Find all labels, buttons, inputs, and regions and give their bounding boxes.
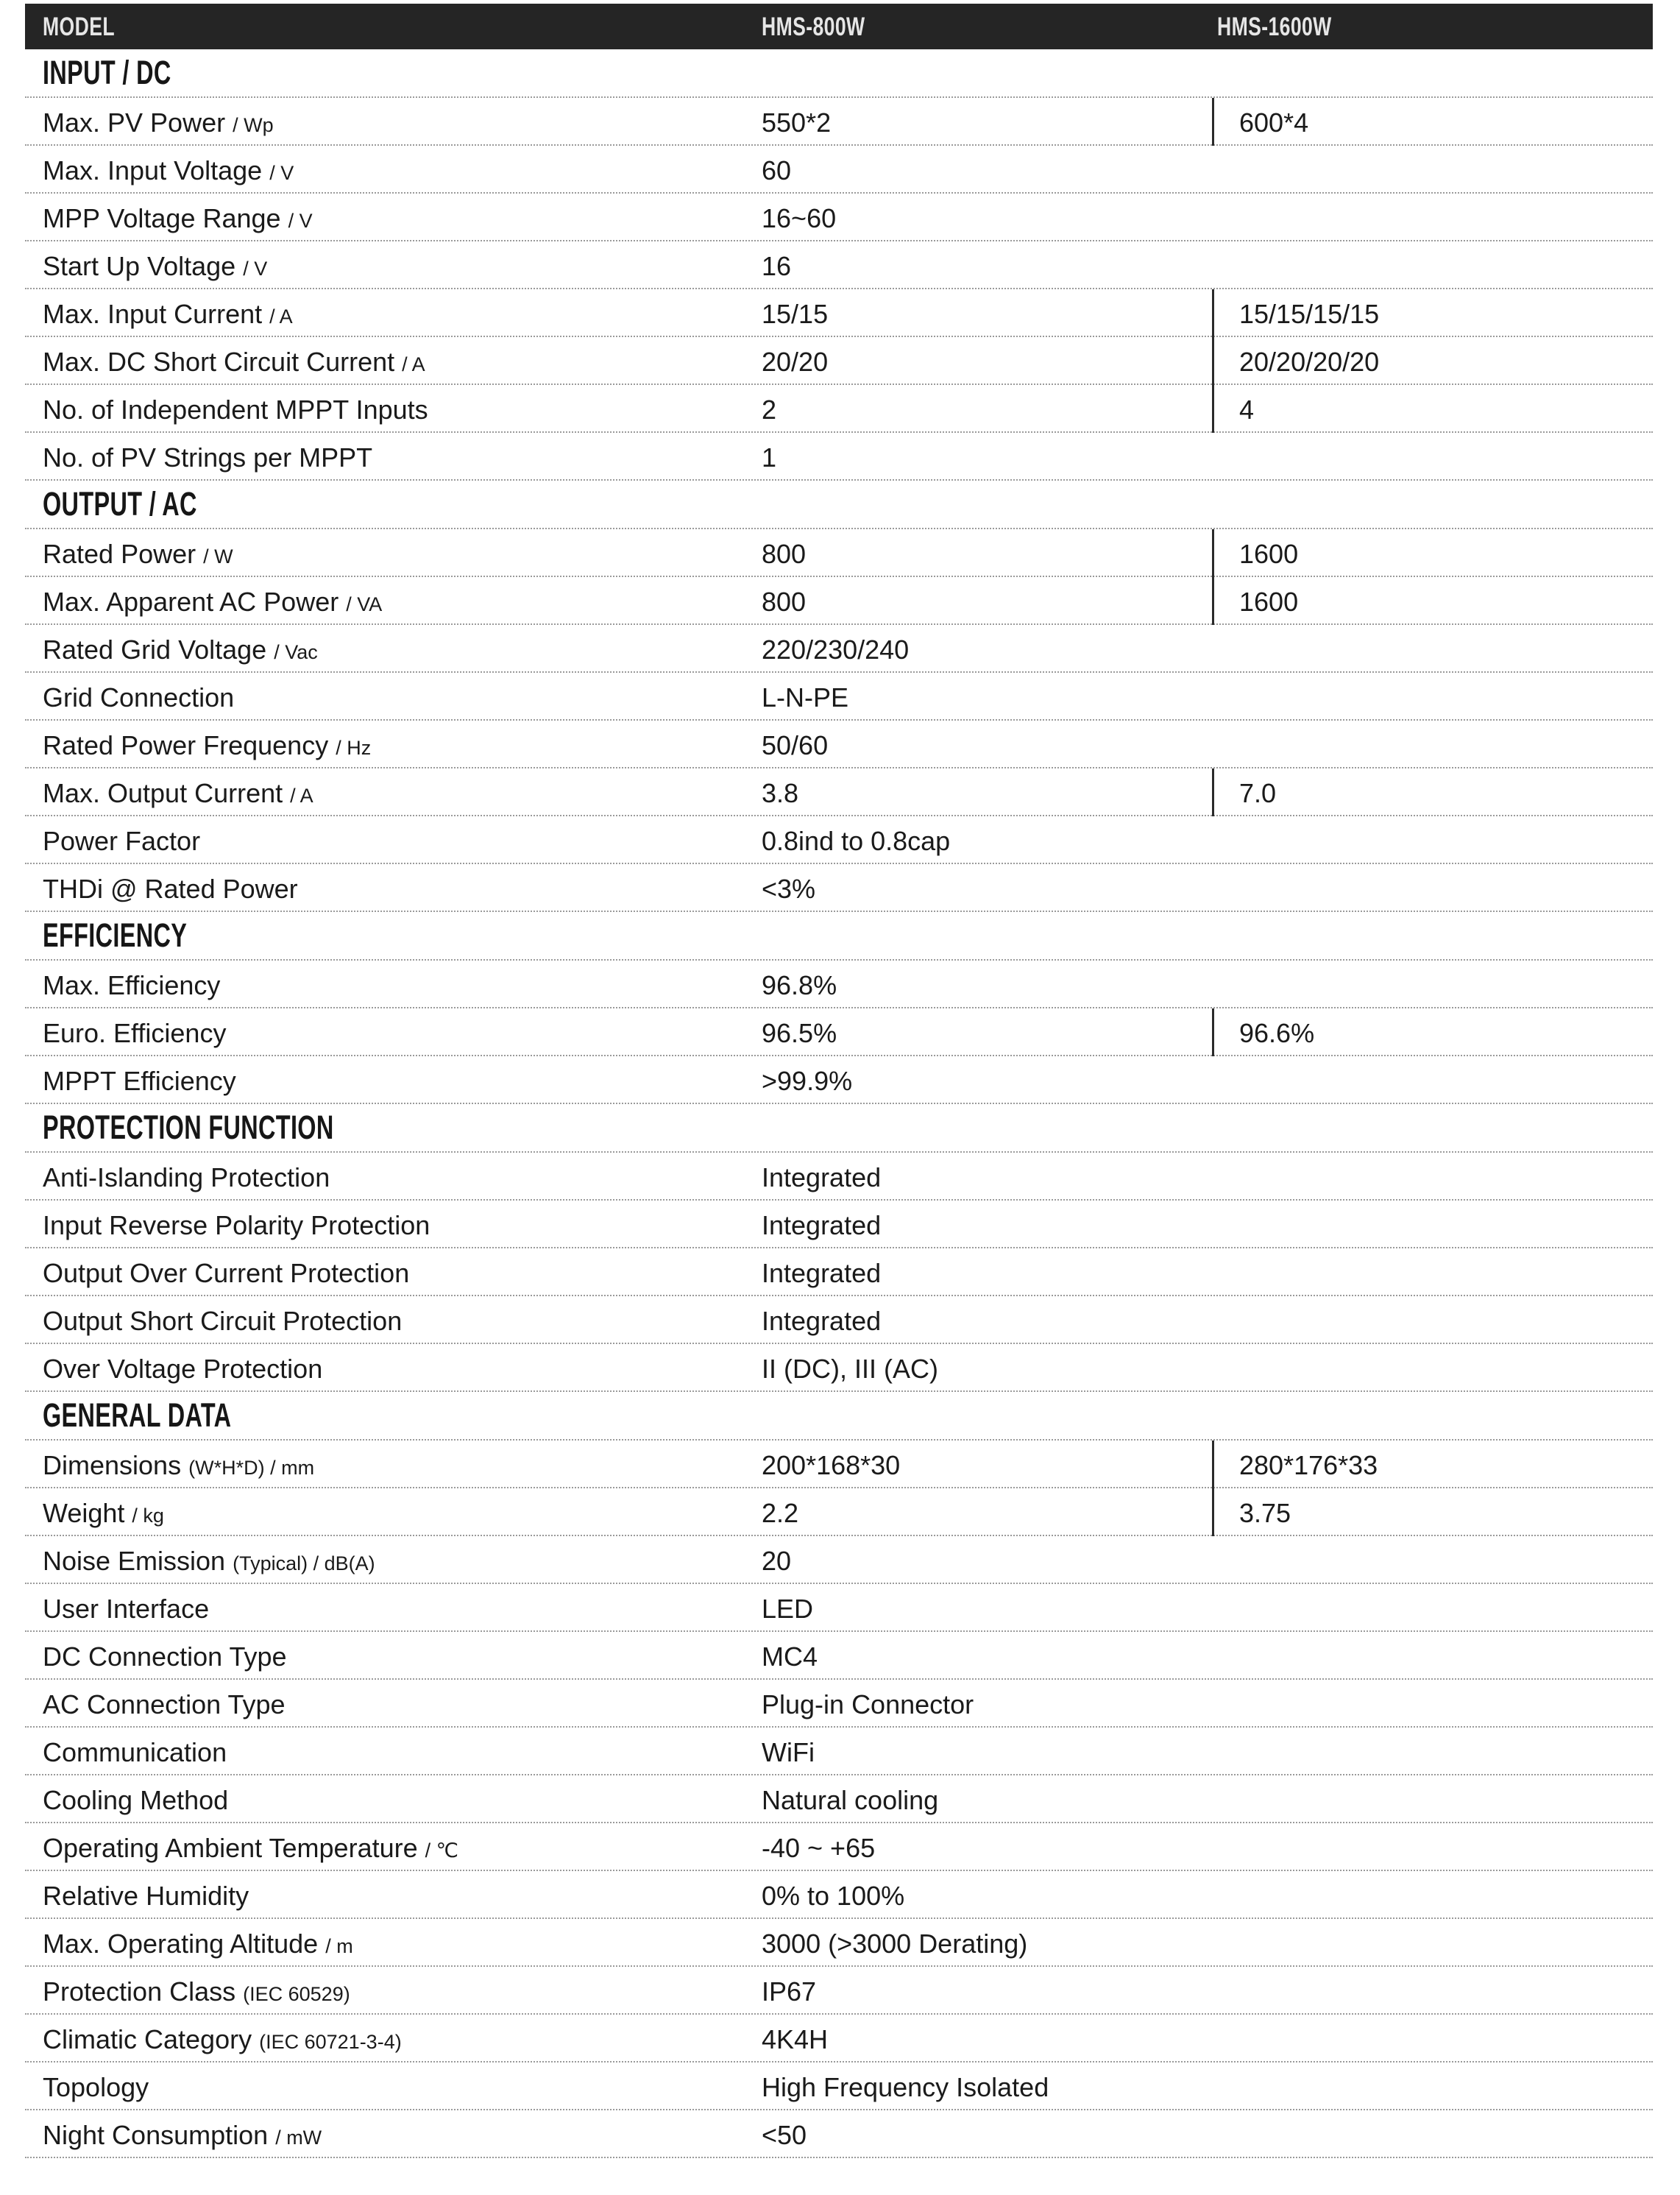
value-hms-800w: 2.2 bbox=[762, 1498, 799, 1528]
spec-unit: / A bbox=[269, 305, 293, 328]
spec-unit: / V bbox=[243, 258, 268, 280]
spec-row bbox=[25, 864, 1653, 912]
spec-row bbox=[25, 1201, 1653, 1248]
spec-label bbox=[43, 577, 382, 629]
value-hms-800w: 1 bbox=[762, 442, 777, 473]
spec-row bbox=[25, 721, 1653, 768]
value-hms-800w: 16 bbox=[762, 251, 792, 281]
spec-row bbox=[25, 2110, 1653, 2158]
spec-label bbox=[43, 146, 294, 198]
value-hms-800w: 550*2 bbox=[762, 107, 832, 138]
section-title: PROTECTION FUNCTION bbox=[43, 1109, 334, 1146]
spec-row bbox=[25, 2063, 1653, 2110]
spec-unit: (IEC 60529) bbox=[243, 1983, 350, 2005]
spec-label bbox=[43, 1488, 164, 1541]
value-hms-800w: >99.9% bbox=[762, 1066, 853, 1096]
spec-label-text: Max. Input Voltage bbox=[43, 155, 263, 185]
spec-unit: (IEC 60721-3-4) bbox=[259, 2031, 402, 2053]
spec-label-text: No. of Independent MPPT Inputs bbox=[43, 395, 428, 425]
spec-label bbox=[43, 194, 313, 246]
spec-label-text: Grid Connection bbox=[43, 682, 235, 713]
spec-label bbox=[43, 1201, 430, 1251]
spec-label-text: Input Reverse Polarity Protection bbox=[43, 1210, 430, 1240]
spec-unit: / VA bbox=[346, 593, 383, 615]
value-hms-800w: 800 bbox=[762, 587, 807, 617]
spec-row bbox=[25, 1728, 1653, 1775]
spec-row bbox=[25, 1680, 1653, 1728]
spec-row bbox=[25, 1967, 1653, 2015]
spec-label bbox=[43, 1248, 409, 1298]
spec-label-text: DC Connection Type bbox=[43, 1641, 287, 1672]
spec-row bbox=[25, 768, 1653, 816]
value-hms-800w: LED bbox=[762, 1594, 814, 1624]
column-divider bbox=[1212, 385, 1214, 433]
spec-label bbox=[43, 1296, 402, 1346]
spec-label-text: Max. DC Short Circuit Current bbox=[43, 347, 395, 377]
spec-label-text: THDi @ Rated Power bbox=[43, 874, 298, 904]
value-hms-800w: <3% bbox=[762, 874, 816, 904]
section-title: GENERAL DATA bbox=[43, 1396, 232, 1434]
spec-label-text: Cooling Method bbox=[43, 1785, 229, 1815]
column-divider bbox=[1212, 1008, 1214, 1056]
value-hms-800w: 20 bbox=[762, 1546, 792, 1576]
value-hms-800w: 0% to 100% bbox=[762, 1881, 905, 1911]
spec-unit: / Vac bbox=[274, 641, 318, 663]
value-hms-800w: Integrated bbox=[762, 1306, 882, 1336]
value-hms-800w: 96.8% bbox=[762, 970, 837, 1000]
spec-label bbox=[43, 1056, 236, 1106]
value-hms-1600w: 15/15/15/15 bbox=[1239, 299, 1380, 329]
spec-unit: / kg bbox=[132, 1505, 164, 1527]
spec-label-text: Max. PV Power bbox=[43, 107, 226, 138]
spec-label bbox=[43, 1823, 458, 1876]
value-hms-800w: 220/230/240 bbox=[762, 635, 910, 665]
value-hms-1600w: 7.0 bbox=[1239, 778, 1277, 808]
spec-label bbox=[43, 1967, 350, 2019]
spec-label-text: Noise Emission bbox=[43, 1546, 226, 1576]
value-hms-800w: 4K4H bbox=[762, 2024, 829, 2054]
spec-row bbox=[25, 1584, 1653, 1632]
value-hms-800w: L-N-PE bbox=[762, 682, 849, 713]
spec-label-text: No. of PV Strings per MPPT bbox=[43, 442, 373, 473]
spec-label-text: Communication bbox=[43, 1737, 227, 1767]
section-header bbox=[25, 1392, 1653, 1441]
spec-label-text: Anti-Islanding Protection bbox=[43, 1162, 330, 1192]
value-hms-800w: Integrated bbox=[762, 1258, 882, 1288]
spec-label-text: Climatic Category bbox=[43, 2024, 252, 2054]
spec-label bbox=[43, 673, 234, 723]
table-header bbox=[25, 4, 1653, 49]
value-hms-800w: 0.8ind to 0.8cap bbox=[762, 826, 951, 856]
spec-label-text: Protection Class bbox=[43, 1976, 236, 2007]
section-title: EFFICIENCY bbox=[43, 916, 188, 954]
spec-label bbox=[43, 289, 293, 342]
column-divider bbox=[1212, 1488, 1214, 1536]
header-col-hms-1600w: HMS-1600W bbox=[1217, 13, 1332, 41]
spec-row bbox=[25, 1153, 1653, 1201]
spec-row bbox=[25, 385, 1653, 433]
section-title: OUTPUT / AC bbox=[43, 485, 197, 523]
spec-label bbox=[43, 625, 318, 677]
spec-sections bbox=[25, 49, 1653, 2158]
value-hms-800w: Integrated bbox=[762, 1162, 882, 1192]
column-divider bbox=[1212, 98, 1214, 146]
spec-row bbox=[25, 194, 1653, 241]
value-hms-800w: 16~60 bbox=[762, 203, 837, 233]
value-hms-800w: WiFi bbox=[762, 1737, 815, 1767]
spec-row bbox=[25, 1296, 1653, 1344]
spec-row bbox=[25, 98, 1653, 146]
value-hms-800w: MC4 bbox=[762, 1641, 818, 1672]
column-divider bbox=[1212, 768, 1214, 816]
spec-label bbox=[43, 768, 313, 821]
spec-row bbox=[25, 2015, 1653, 2063]
spec-label-text: Euro. Efficiency bbox=[43, 1018, 227, 1048]
value-hms-800w: Natural cooling bbox=[762, 1785, 939, 1815]
spec-label-text: Start Up Voltage bbox=[43, 251, 236, 281]
spec-label-text: Dimensions bbox=[43, 1450, 182, 1480]
spec-label bbox=[43, 98, 274, 150]
spec-unit: / Hz bbox=[336, 737, 372, 759]
spec-row bbox=[25, 1056, 1653, 1104]
section-header bbox=[25, 1104, 1653, 1153]
spec-row bbox=[25, 1441, 1653, 1488]
spec-unit: / A bbox=[290, 785, 313, 807]
value-hms-800w: High Frequency Isolated bbox=[762, 2072, 1049, 2102]
spec-label-text: Over Voltage Protection bbox=[43, 1354, 323, 1384]
spec-label-text: MPPT Efficiency bbox=[43, 1066, 236, 1096]
spec-label-text: Relative Humidity bbox=[43, 1881, 249, 1911]
value-hms-800w: 20/20 bbox=[762, 347, 829, 377]
spec-label bbox=[43, 1775, 228, 1825]
spec-label bbox=[43, 2110, 322, 2163]
value-hms-800w: II (DC), III (AC) bbox=[762, 1354, 938, 1384]
value-hms-800w: 60 bbox=[762, 155, 792, 185]
spec-row bbox=[25, 529, 1653, 577]
spec-row bbox=[25, 1871, 1653, 1919]
section-title: INPUT / DC bbox=[43, 54, 171, 91]
spec-unit: / V bbox=[269, 162, 294, 184]
spec-label-text: User Interface bbox=[43, 1594, 210, 1624]
spec-label bbox=[43, 241, 267, 294]
spec-label bbox=[43, 864, 298, 914]
value-hms-800w: Integrated bbox=[762, 1210, 882, 1240]
spec-row bbox=[25, 673, 1653, 721]
spec-row bbox=[25, 625, 1653, 673]
spec-label-text: Max. Output Current bbox=[43, 778, 283, 808]
spec-unit: / ℃ bbox=[425, 1839, 458, 1862]
spec-label bbox=[43, 1536, 375, 1588]
spec-label bbox=[43, 1584, 209, 1634]
spec-label-text: Output Short Circuit Protection bbox=[43, 1306, 403, 1336]
spec-label-text: Max. Efficiency bbox=[43, 970, 221, 1000]
spec-label-text: Max. Input Current bbox=[43, 299, 263, 329]
spec-label-text: Operating Ambient Temperature bbox=[43, 1833, 418, 1863]
spec-label-text: Rated Power bbox=[43, 539, 196, 569]
spec-unit: (W*H*D) / mm bbox=[188, 1457, 315, 1479]
spec-row bbox=[25, 1823, 1653, 1871]
value-hms-1600w: 20/20/20/20 bbox=[1239, 347, 1380, 377]
value-hms-800w: 200*168*30 bbox=[762, 1450, 901, 1480]
header-model-label: MODEL bbox=[43, 13, 115, 41]
value-hms-800w: 50/60 bbox=[762, 730, 829, 760]
value-hms-800w: 15/15 bbox=[762, 299, 829, 329]
value-hms-800w: 96.5% bbox=[762, 1018, 837, 1048]
value-hms-1600w: 280*176*33 bbox=[1239, 1450, 1378, 1480]
spec-label-text: Rated Grid Voltage bbox=[43, 635, 267, 665]
value-hms-1600w: 3.75 bbox=[1239, 1498, 1291, 1528]
section-header bbox=[25, 49, 1653, 98]
section-header bbox=[25, 912, 1653, 961]
spec-row bbox=[25, 241, 1653, 289]
spec-label-text: Power Factor bbox=[43, 826, 201, 856]
spec-label bbox=[43, 721, 371, 773]
spec-label bbox=[43, 2063, 149, 2113]
value-hms-800w: Plug-in Connector bbox=[762, 1689, 974, 1719]
section-header bbox=[25, 481, 1653, 529]
value-hms-800w: 3.8 bbox=[762, 778, 799, 808]
column-divider bbox=[1212, 1441, 1214, 1488]
spec-label-text: Max. Apparent AC Power bbox=[43, 587, 339, 617]
spec-label bbox=[43, 433, 372, 483]
value-hms-800w: <50 bbox=[762, 2120, 807, 2150]
spec-label bbox=[43, 385, 428, 435]
value-hms-800w: 2 bbox=[762, 395, 777, 425]
spec-row bbox=[25, 1344, 1653, 1392]
value-hms-800w: 3000 (>3000 Derating) bbox=[762, 1929, 1028, 1959]
spec-row bbox=[25, 337, 1653, 385]
value-hms-800w: 800 bbox=[762, 539, 807, 569]
spec-label bbox=[43, 2015, 402, 2067]
column-divider bbox=[1212, 577, 1214, 625]
spec-unit: / mW bbox=[275, 2127, 322, 2149]
spec-label-text: AC Connection Type bbox=[43, 1689, 286, 1719]
spec-row bbox=[25, 289, 1653, 337]
spec-unit: / Wp bbox=[233, 114, 274, 136]
column-divider bbox=[1212, 529, 1214, 577]
value-hms-800w: -40 ~ +65 bbox=[762, 1833, 876, 1863]
spec-row bbox=[25, 1632, 1653, 1680]
spec-row bbox=[25, 1775, 1653, 1823]
spec-label-text: Output Over Current Protection bbox=[43, 1258, 410, 1288]
spec-row bbox=[25, 577, 1653, 625]
value-hms-1600w: 1600 bbox=[1239, 539, 1299, 569]
spec-label bbox=[43, 816, 200, 866]
spec-label-text: Weight bbox=[43, 1498, 125, 1528]
spec-row bbox=[25, 1488, 1653, 1536]
spec-sheet bbox=[25, 4, 1653, 2158]
value-hms-1600w: 96.6% bbox=[1239, 1018, 1315, 1048]
spec-label-text: Topology bbox=[43, 2072, 149, 2102]
value-hms-1600w: 1600 bbox=[1239, 587, 1299, 617]
spec-label bbox=[43, 529, 233, 582]
spec-label-text: MPP Voltage Range bbox=[43, 203, 281, 233]
spec-row bbox=[25, 1248, 1653, 1296]
column-divider bbox=[1212, 289, 1214, 337]
spec-row bbox=[25, 1919, 1653, 1967]
spec-row bbox=[25, 961, 1653, 1008]
spec-unit: / A bbox=[402, 353, 425, 375]
spec-label bbox=[43, 961, 220, 1011]
spec-label bbox=[43, 337, 425, 389]
spec-unit: / V bbox=[288, 210, 313, 232]
spec-unit: / W bbox=[203, 545, 233, 568]
spec-row bbox=[25, 1536, 1653, 1584]
header-col-hms-800w: HMS-800W bbox=[762, 13, 865, 41]
value-hms-1600w: 4 bbox=[1239, 395, 1255, 425]
spec-label bbox=[43, 1871, 249, 1921]
spec-label bbox=[43, 1008, 226, 1058]
spec-row bbox=[25, 146, 1653, 194]
spec-label-text: Night Consumption bbox=[43, 2120, 269, 2150]
spec-unit: / m bbox=[325, 1935, 353, 1957]
value-hms-1600w: 600*4 bbox=[1239, 107, 1309, 138]
value-hms-800w: IP67 bbox=[762, 1976, 817, 2007]
column-divider bbox=[1212, 337, 1214, 385]
spec-label-text: Max. Operating Altitude bbox=[43, 1929, 319, 1959]
spec-label bbox=[43, 1441, 314, 1493]
spec-row bbox=[25, 1008, 1653, 1056]
spec-label bbox=[43, 1344, 322, 1394]
spec-row bbox=[25, 433, 1653, 481]
spec-label bbox=[43, 1919, 353, 1971]
spec-unit: (Typical) / dB(A) bbox=[233, 1552, 375, 1574]
spec-label-text: Rated Power Frequency bbox=[43, 730, 329, 760]
spec-label bbox=[43, 1728, 227, 1778]
spec-label bbox=[43, 1680, 286, 1730]
spec-label bbox=[43, 1153, 330, 1203]
spec-row bbox=[25, 816, 1653, 864]
spec-label bbox=[43, 1632, 287, 1682]
